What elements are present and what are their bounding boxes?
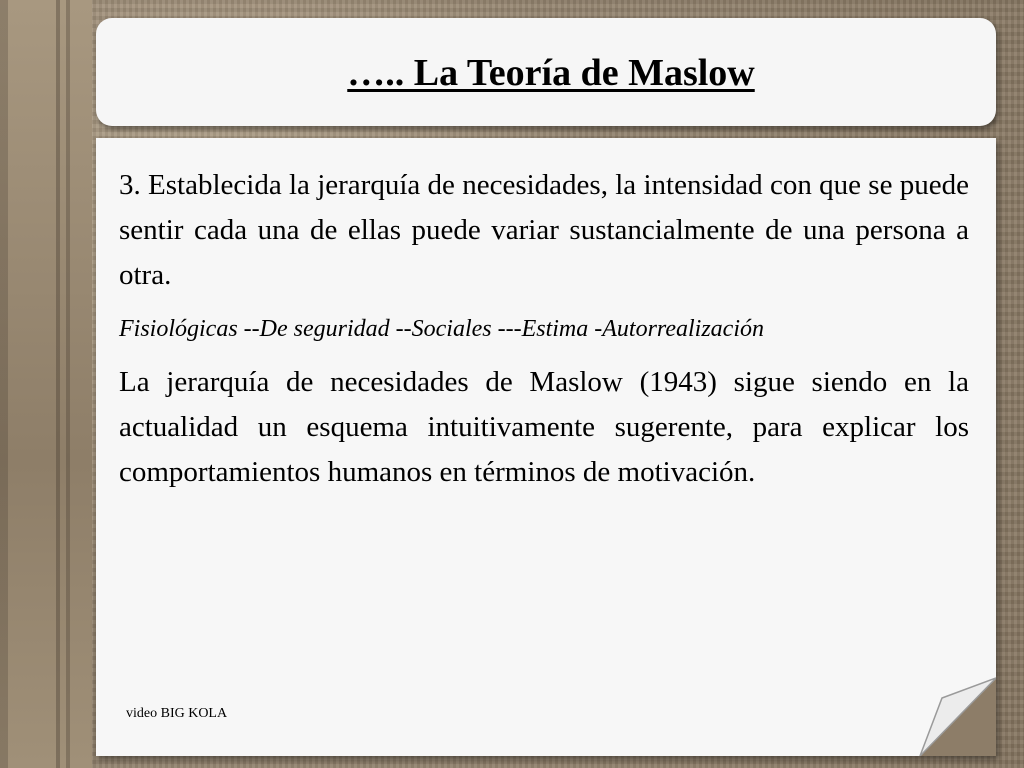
footer-credit: video BIG KOLA (126, 706, 228, 721)
page-curl-icon (96, 138, 996, 756)
content-panel (96, 138, 996, 756)
paragraph-intensity: 3. Establecida la jerarquía de necesidades, la intensidad con que se puede sentir cada una de ellas puede variar sustancialmente de una persona a otra. (119, 169, 969, 291)
background-stripe (0, 0, 92, 768)
slide-title: ….. La Teoría de Maslow (347, 52, 755, 94)
needs-list: Fisiológicas --De seguridad --Sociales ---Estima -Autorrealización (119, 316, 764, 342)
paragraph-hierarchy: La jerarquía de necesidades de Maslow (1943) sigue siendo en la actualidad un esquema intuitivamente sugerente, para explicar los comportamientos humanos en términos de motivación. (119, 366, 969, 488)
title-panel (96, 18, 996, 126)
